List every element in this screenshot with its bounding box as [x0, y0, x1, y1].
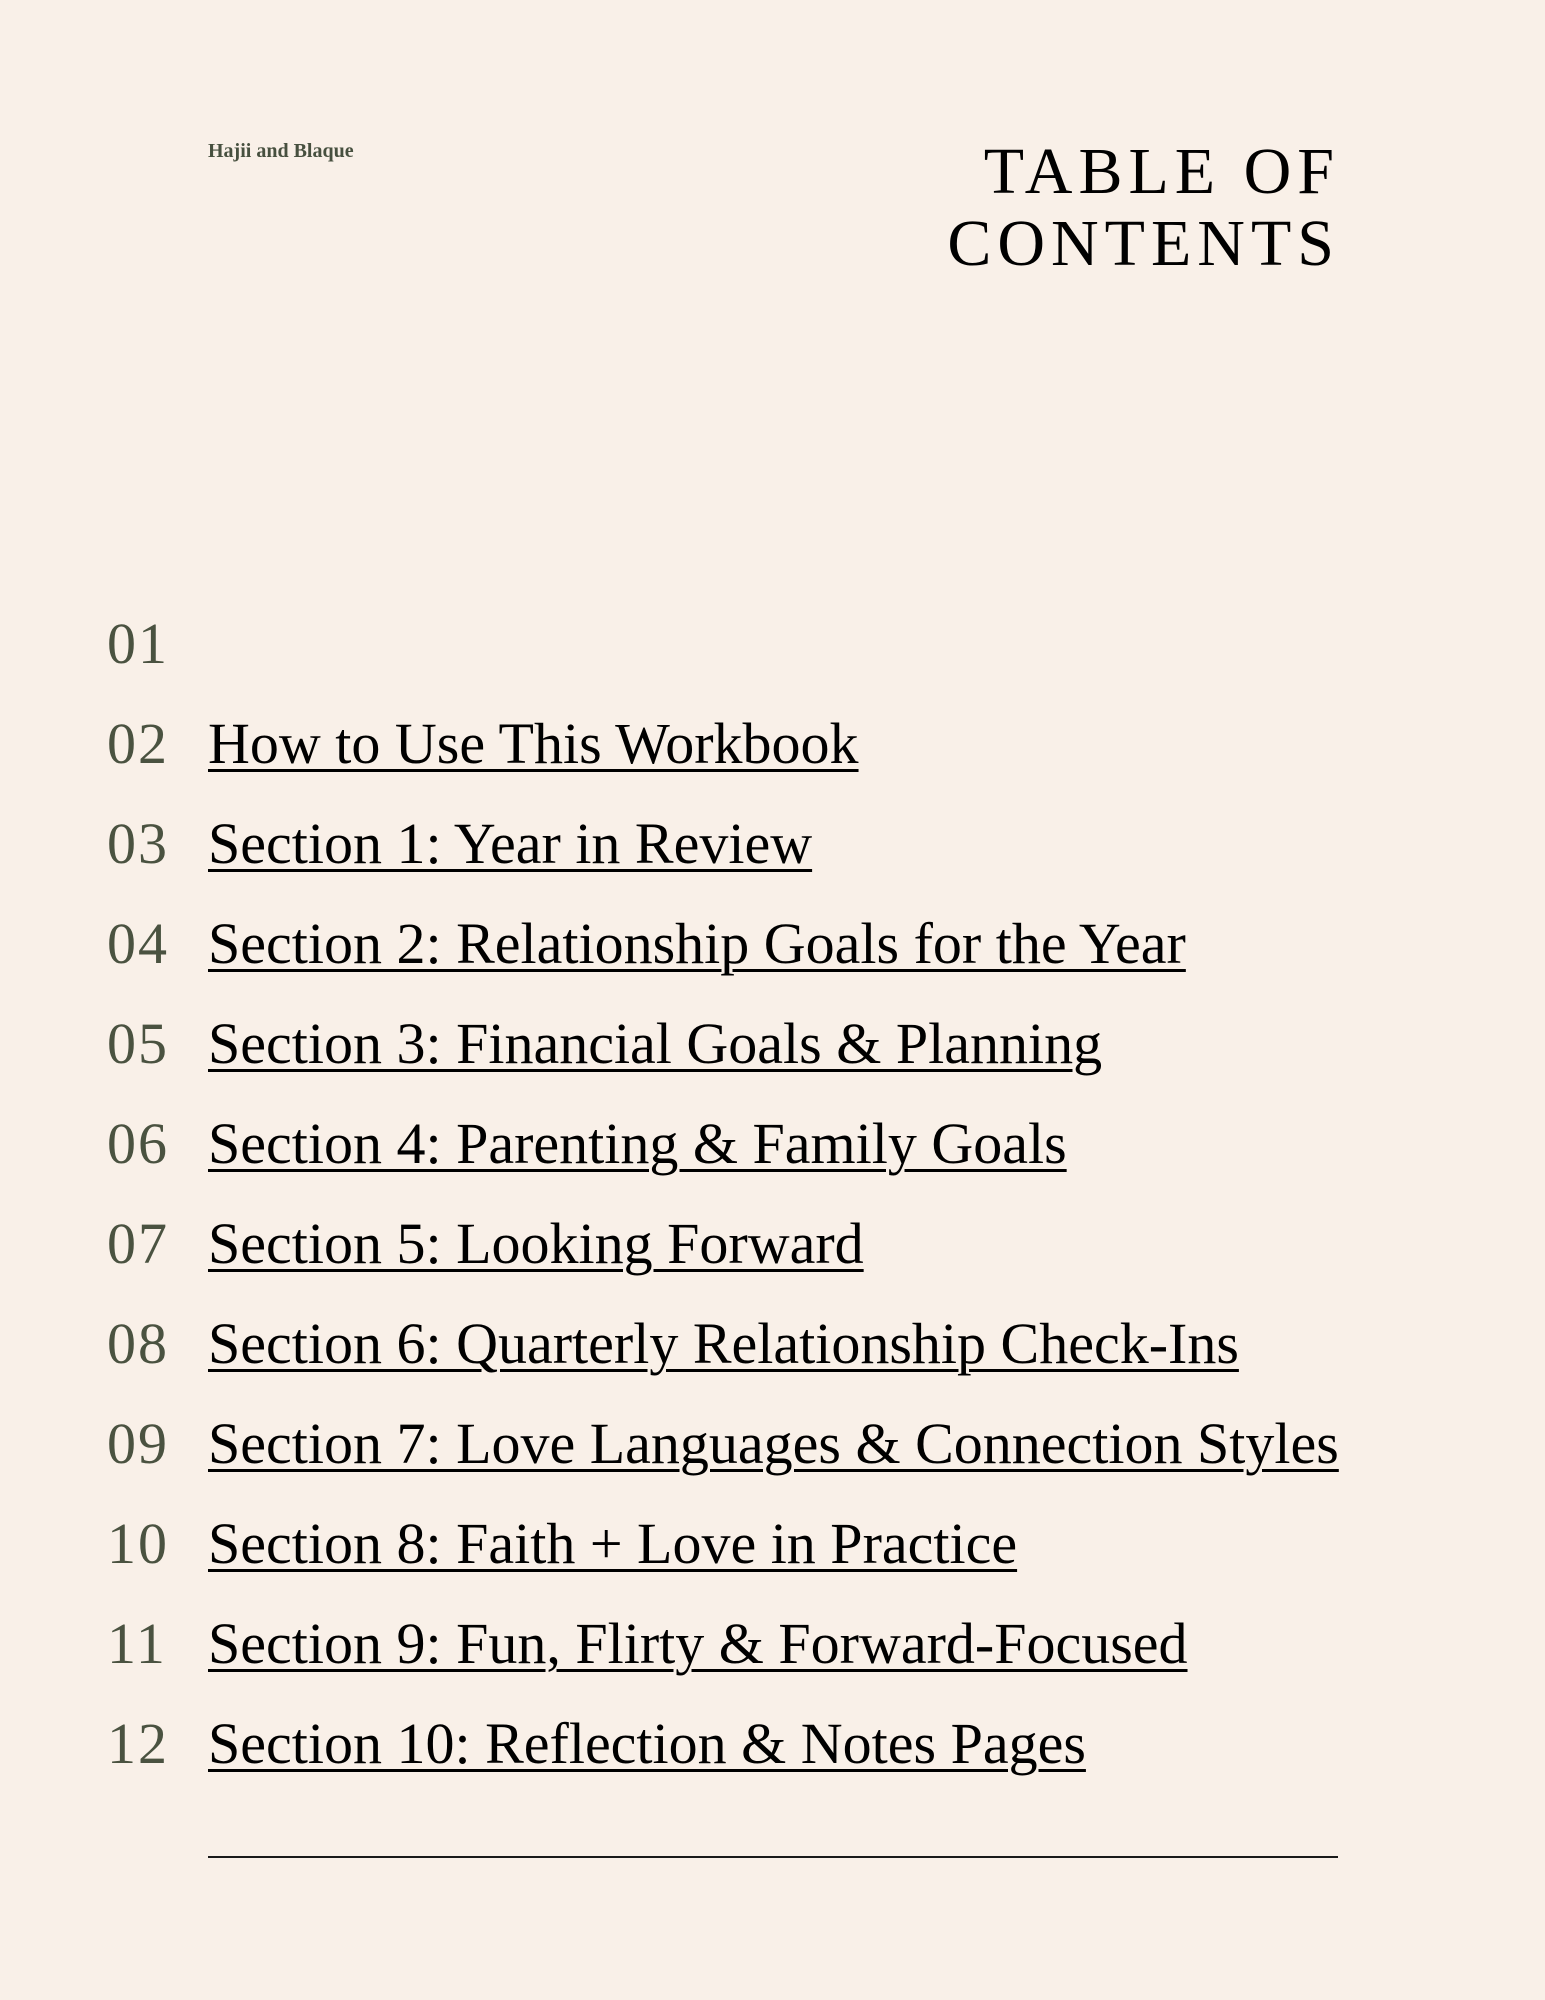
toc-link[interactable]: Section 10: Reflection & Notes Pages — [208, 1711, 1086, 1776]
toc-link[interactable]: Section 9: Fun, Flirty & Forward-Focused — [208, 1611, 1188, 1676]
toc-link[interactable]: Section 3: Financial Goals & Planning — [208, 1011, 1103, 1076]
toc-link[interactable]: Section 8: Faith + Love in Practice — [208, 1511, 1018, 1576]
toc-number: 07 — [107, 1211, 169, 1276]
toc-number: 12 — [107, 1711, 169, 1776]
toc-number: 06 — [107, 1111, 169, 1176]
page-title — [947, 136, 1340, 280]
toc-number: 02 — [107, 711, 169, 776]
title-line-1: TABLE OF — [983, 135, 1340, 208]
toc-link[interactable]: How to Use This Workbook — [208, 711, 859, 776]
toc-number: 09 — [107, 1411, 169, 1476]
toc-number: 01 — [107, 611, 169, 676]
brand-name: Hajii and Blaque — [208, 140, 354, 162]
toc-number: 10 — [107, 1511, 169, 1576]
toc-link[interactable]: Section 7: Love Languages & Connection Styles — [208, 1411, 1339, 1476]
toc-number: 05 — [107, 1011, 169, 1076]
divider-line — [208, 1856, 1338, 1858]
toc-number: 03 — [107, 811, 169, 876]
toc-link[interactable]: Section 2: Relationship Goals for the Year — [208, 911, 1186, 976]
toc-link[interactable]: Section 1: Year in Review — [208, 811, 813, 876]
toc-number: 08 — [107, 1311, 169, 1376]
toc-number: 11 — [107, 1611, 167, 1676]
toc-link[interactable]: Section 4: Parenting & Family Goals — [208, 1111, 1067, 1176]
toc-link[interactable]: Section 5: Looking Forward — [208, 1211, 864, 1276]
toc-number: 04 — [107, 911, 169, 976]
toc-link[interactable]: Section 6: Quarterly Relationship Check-Ins — [208, 1311, 1239, 1376]
title-line-2: CONTENTS — [947, 207, 1340, 280]
